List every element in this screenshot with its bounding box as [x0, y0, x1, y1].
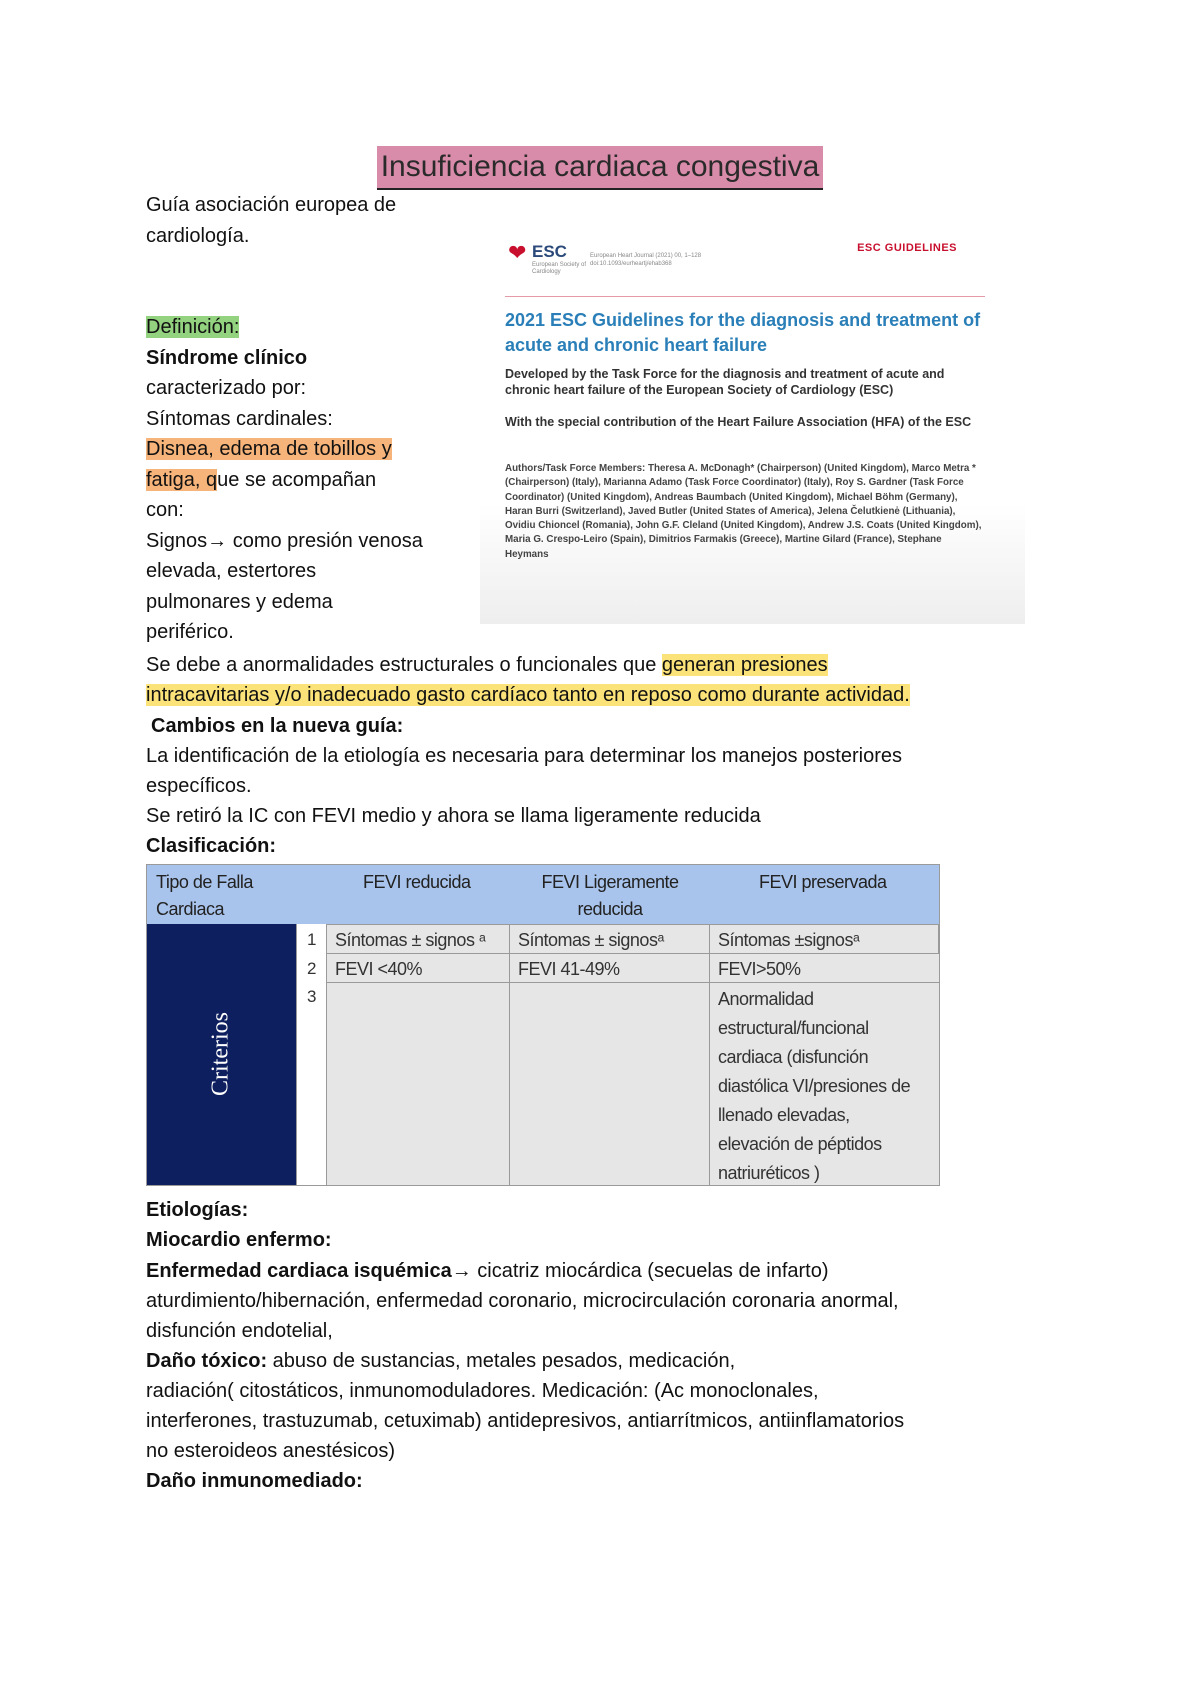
definition-line-1: Síndrome clínico: [146, 346, 308, 369]
header-fevi-ligeramente: FEVI Ligeramente reducida: [541, 872, 679, 919]
row-number-2: 2: [307, 959, 317, 978]
toxic-line-4: no esteroideos anestésicos): [146, 1440, 396, 1462]
esc-logo-text: ESC: [532, 242, 567, 261]
cause-line-2-wrap: [146, 680, 910, 710]
ischemic-line-1: Enfermedad cardiaca isquémica→ cicatriz miocárdica (secuelas de infarto): [146, 1260, 829, 1282]
criterios-label: Criterios: [207, 1012, 234, 1096]
changes-heading-wrap: [151, 711, 403, 741]
esc-logo: [508, 240, 587, 280]
table-cell-r3-c3: Anormalidad estructural/funcional cardiaca (disfunción diastólica VI/presiones de llenado elevadas, elevación de péptidos natriuréticos ): [709, 982, 939, 1185]
table-header: [147, 865, 939, 924]
classification-heading-wrap: [146, 831, 276, 861]
immune-heading-wrap: [146, 1466, 363, 1496]
esc-heading: 2021 ESC Guidelines for the diagnosis and treatment of acute and chronic heart failure: [505, 310, 981, 355]
table-cell-r2-c2: FEVI 41-49%: [509, 953, 709, 982]
criterios-sidebar: [147, 924, 296, 1185]
etiology-heading-wrap: [146, 1195, 248, 1225]
esc-journal-ref: European Heart Journal (2021) 00, 1–128 doi:10.1093/eurheartj/ehab368: [590, 253, 702, 267]
definition-line-4: Disnea, edema de tobillos y: [146, 438, 392, 460]
page-title: Insuficiencia cardiaca congestiva: [377, 146, 824, 190]
table-cell-r1-c3: Síntomas ±signosᵃ: [709, 924, 939, 953]
definition-line-3: Síntomas cardinales:: [146, 407, 333, 430]
header-type: Tipo de Falla Cardiaca: [156, 872, 253, 919]
etiology-heading: Etiologías:: [146, 1199, 249, 1221]
table-cell-r3-c2: [509, 982, 709, 1185]
table-cell-r1-c1: Síntomas ± signos ᵃ: [326, 924, 509, 953]
guide-line-1: Guía asociación europea de: [146, 194, 397, 216]
classification-table: [146, 864, 940, 1186]
immune-heading: Daño inmunomediado:: [146, 1470, 363, 1492]
esc-contribution: With the special contribution of the Heart Failure Association (HFA) of the ESC: [505, 415, 972, 429]
definition-heading: Definición:: [146, 316, 240, 338]
definition-line-5b: ue se acompañan: [217, 468, 377, 491]
ischemic-line-2: aturdimiento/hibernación, enfermedad coronario, microcirculación coronaria anormal,: [146, 1290, 899, 1312]
definition-line-2: caracterizado por:: [146, 377, 307, 399]
changes-line-1: La identificación de la etiología es necesaria para determinar los manejos posteriores: [146, 745, 902, 767]
toxic-line-2: radiación( citostáticos, inmunomoduladores. Medicación: (Ac monoclonales,: [146, 1380, 819, 1402]
table-cell-r2-c1: FEVI <40%: [326, 953, 509, 982]
table-cell-r2-c3: FEVI>50%: [709, 953, 939, 982]
changes-heading: Cambios en la nueva guía:: [151, 715, 404, 737]
etiology-subheading: Miocardio enfermo:: [146, 1229, 332, 1251]
heart-icon: ❤: [508, 240, 527, 265]
definition-line-6: con:: [146, 499, 184, 521]
row-number-3: 3: [307, 987, 317, 1006]
esc-guidelines-image: [480, 222, 1025, 624]
toxic-line-3: interferones, trastuzumab, cetuximab) antidepresivos, antiarrítmicos, antiinflamatorios: [146, 1410, 905, 1432]
definition-line-7: Signos→ como presión venosa: [146, 529, 423, 552]
esc-authors: Authors/Task Force Members: Theresa A. McDonagh* (Chairperson) (United Kingdom), Marco Metra * (Chairperson) (Italy), Marianna Adamo (Task Force Coordinator) (Italy), Roy S. Gardner (Task Force Coordinator) (United Kingdom), Andreas Baumbach (United Kingdom), Michael Böhm (Germany), Haran Burri (Switzerland), Javed Butler (United States of America), Jelena Čelutkienė (Lithuania), Ovidiu Chioncel (Romania), John G.F. Cleland (United Kingdom), Andrew J.S. Coats (United Kingdom), Maria G. Crespo-Leiro (Spain), Dimitrios Farmakis (Greece), Martine Gilard (France), Stephane Heymans: [505, 463, 982, 560]
definition-line-9: pulmonares y edema: [146, 590, 333, 613]
cause-line-2: intracavitarias y/o inadecuado gasto cardíaco tanto en reposo como durante actividad.: [146, 684, 910, 706]
changes-line-3: Se retiró la IC con FEVI medio y ahora se llama ligeramente reducida: [146, 805, 761, 827]
etiology-sub-wrap: [146, 1225, 332, 1255]
esc-guidelines-tag: ESC GUIDELINES: [857, 242, 957, 254]
definition-line-5a: fatiga, q: [146, 468, 218, 491]
changes-line-2: específicos.: [146, 775, 252, 797]
ischemic-line-3: disfunción endotelial,: [146, 1320, 333, 1342]
cause-line-1b: generan presiones: [661, 654, 828, 676]
esc-developed: Developed by the Task Force for the diagnosis and treatment of acute and chronic heart failure of the European Society of Cardiology (ESC): [505, 367, 945, 397]
esc-logo-subtext: European Society of Cardiology: [532, 262, 587, 275]
header-fevi-reducida: FEVI reducida: [363, 872, 471, 892]
esc-divider: [505, 296, 985, 297]
classification-heading: Clasificación:: [146, 835, 277, 857]
cause-line-1a: Se debe a anormalidades estructurales o funcionales que: [146, 654, 662, 676]
row-number-1: 1: [307, 930, 317, 949]
table-cell-r3-c1: [326, 982, 509, 1185]
definition-line-10: periférico.: [146, 621, 234, 643]
intro-column: [146, 190, 476, 648]
cause-line-1: [146, 650, 828, 680]
table-cell-r1-c2: Síntomas ± signosᵃ: [509, 924, 709, 953]
guide-line-2: cardiología.: [146, 224, 250, 247]
definition-line-8: elevada, estertores: [146, 560, 317, 582]
toxic-line-1: Daño tóxico: abuso de sustancias, metales pesados, medicación,: [146, 1350, 736, 1372]
title-wrap: [0, 146, 1200, 190]
header-fevi-preservada: FEVI preservada: [759, 872, 887, 892]
